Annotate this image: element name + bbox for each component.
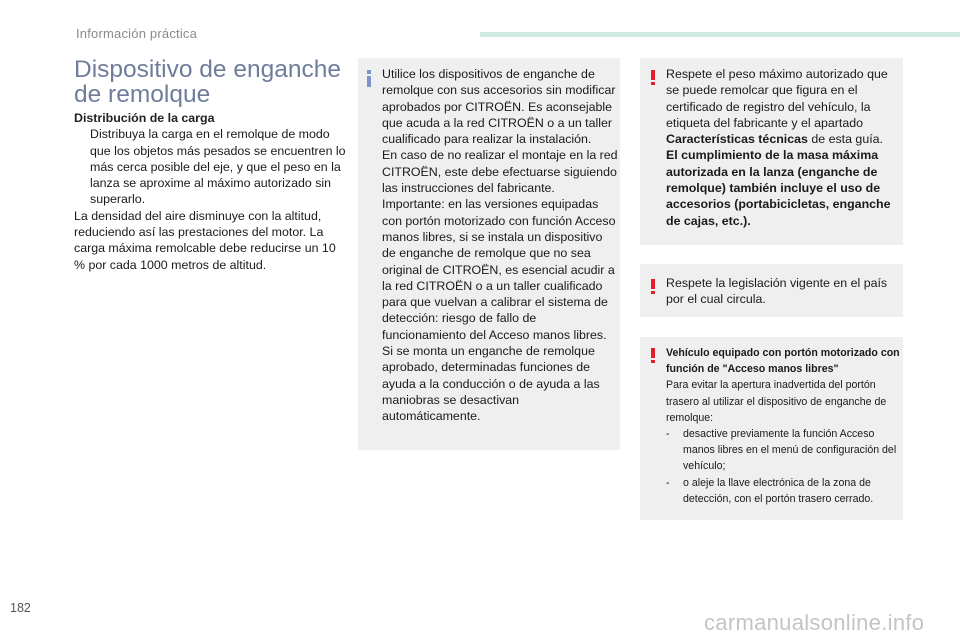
hands-free-intro: Para evitar la apertura inadvertida del portón trasero al utilizar el dispositivo de enganche de remolque: [666,379,887,424]
page-number: 182 [10,601,31,615]
warning-law-text: Respete la legislación vigente en el país por el cual circula. [666,276,888,307]
load-bullet-text: Distribuya la carga en el remolque de modo que los objetos más pesados se encuentren lo más cerca posible del eje, y que el peso en la lanza se aproxime al máximo autorizado sin superarlo. [90,127,346,207]
load-bullet [74,126,350,207]
weight-text-link: Características técnicas [666,132,808,147]
watermark: carmanualsonline.info [704,610,925,635]
load-subtitle: Distribución de la carga [74,111,215,125]
info-box-text [382,66,618,425]
list-item: - desactive previamente la función Acceso manos libres en el menú de configuración del vehículo; [666,428,897,473]
warning-hands-free-text [666,345,900,507]
altitude-paragraph: La densidad del aire disminuye con la altitud, reduciendo así las prestaciones del motor. La carga máxima remolcable debe reducirse un 10 % por cada 1000 metros de altitud. [74,208,336,272]
left-column [74,110,350,273]
weight-text-bold: El cumplimiento de la masa máxima autorizada en la lanza (enganche de remolque) también incluye el uso de accesorios (portabicicletas, enganche de cajas, etc.). [666,148,891,228]
hands-free-heading: Vehículo equipado con portón motorizado con función de "Acceso manos libres" [666,347,900,376]
info-text: Utilice los dispositivos de enganche de remolque con sus accesorios sin modificar aprobados por CITROËN. Es aconsejable que acuda a la red CITROËN o a un taller cualificado para realizar la instalación. En caso de no realizar el montaje en la red CITROËN, este debe efectuarse siguiendo las instrucciones del fabricante. Importante: en las versiones equipadas con portón motorizado con función Acceso manos libres, si se instala un dispositivo de enganche de remolque que no sea original de CITROËN, es esencial acudir a la red CITROËN o a un taller cualificado para que vuelvan a calibrar el sistema de detección: riesgo de fallo de funcionamiento del Acceso manos libres. Si se monta un enganche de remolque aprobado, determinadas funciones de ayuda a la conducción o de ayuda a las maniobras se desactivan automáticamente. [382,67,618,424]
weight-text-b: de esta guía. [807,132,883,147]
page-title: Dispositivo de enganche de remolque [74,56,341,108]
header-accent-bar [480,32,960,37]
section-header: Información práctica [76,26,198,41]
info-icon [367,70,371,87]
list-item: - o aleje la llave electrónica de la zona de detección, con el portón trasero cerrado. [666,476,874,505]
warning-weight-text [666,66,898,229]
weight-text-a: Respete el peso máximo autorizado que se puede remolcar que figura en el certificado de registro del vehículo, la etiqueta del fabricante y el apartado [666,67,888,130]
